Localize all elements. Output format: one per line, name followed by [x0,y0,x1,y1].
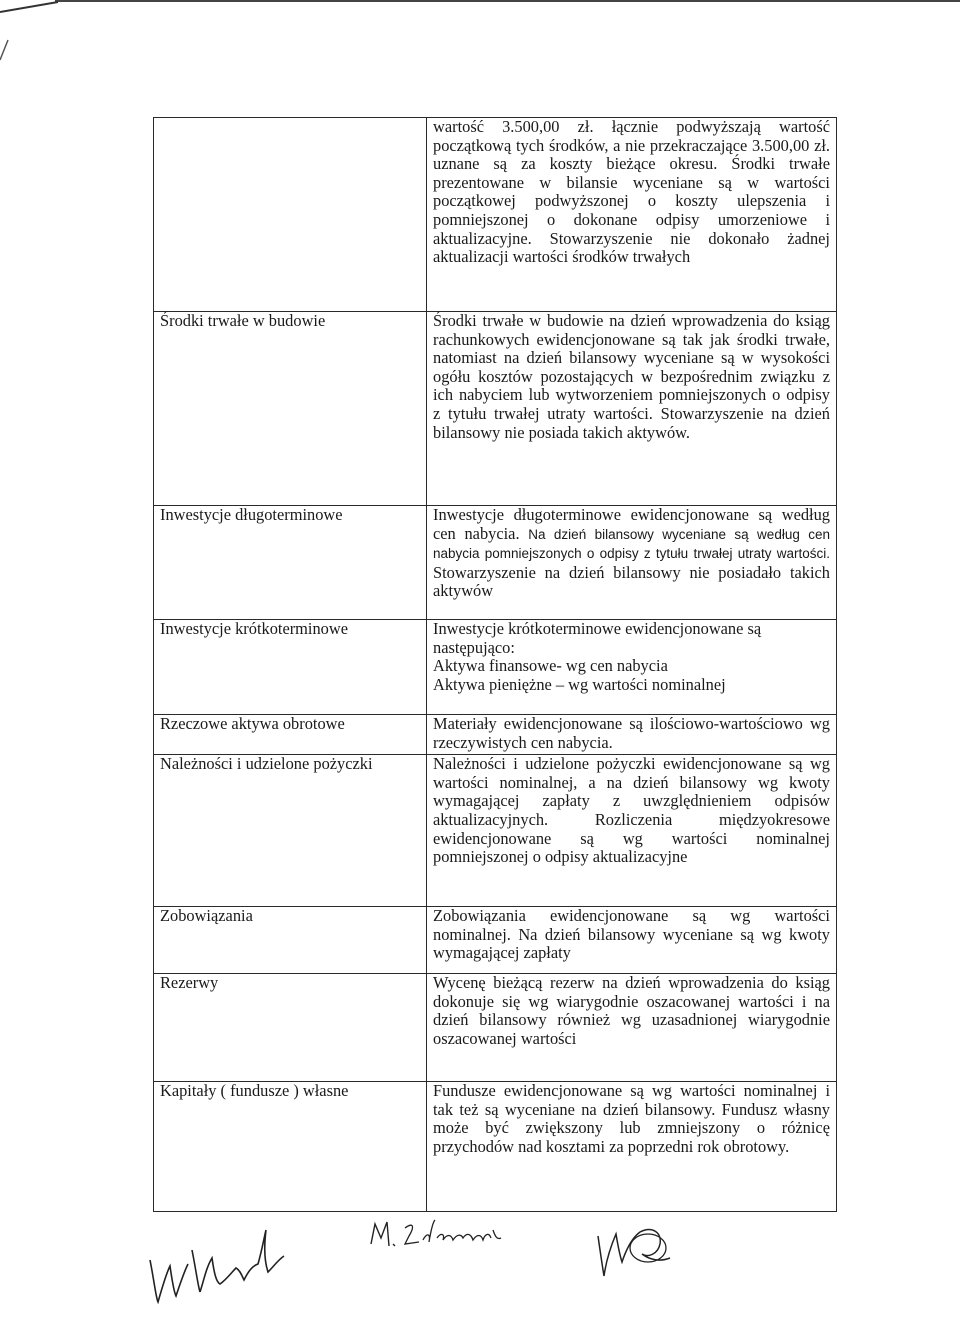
table-row [154,312,837,506]
row-label-empty [154,118,427,312]
row-label: Inwestycje krótkoterminowe [154,620,427,715]
scan-border-line [55,0,960,2]
desc-line: Inwestycje krótkoterminowe ewidencjonowane są następująco: [433,619,762,657]
row-description: Zobowiązania ewidencjonowane są wg wartości nominalnej. Na dzień bilansowy wyceniane są wg kwoty wymagającej zapłaty [427,907,837,974]
row-description: Fundusze ewidencjonowane są wg wartości nominalnej i tak też są wyceniane na dzień bilansowy. Fundusz własny może być zwiększony lub zmniejszony o różnicę przychodów nad kosztami za poprzedni rok obrotowy. [427,1082,837,1212]
table-row [154,974,837,1082]
table-row [154,1082,837,1212]
row-label: Należności i udzielone pożyczki [154,755,427,907]
row-label: Rezerwy [154,974,427,1082]
row-description [427,506,837,620]
row-description: wartość 3.500,00 zł. łącznie podwyższają wartość początkową tych środków, a nie przekraczające 3.500,00 zł. uznane są za koszty bieżące okresu. Środki trwałe prezentowane w bilansie wyceniane są w wartości początkowej podwyższonej o koszty ulepszenia i pomniejszonej o dokonane odpisy umorzeniowe i aktualizacyjne. Stowarzyszenie nie dokonało żadnej aktualizacji wartości środków trwałych [427,118,837,312]
table-row [154,755,837,907]
table-row [154,620,837,715]
table-row [154,118,837,312]
accounting-policy-table [153,117,837,1212]
table-row [154,506,837,620]
row-label: Kapitały ( fundusze ) własne [154,1082,427,1212]
row-description [427,620,837,715]
row-description: Materiały ewidencjonowane są ilościowo-wartościowo wg rzeczywistych cen nabycia. [427,715,837,755]
signature-right [590,1214,680,1284]
signature-middle [365,1212,515,1262]
desc-part-sans: Na dzień bilansowy wyceniane są według cen nabycia pomniejszonych o odpisy z tytułu trwałej utraty wartości. [433,526,830,562]
table-row [154,715,837,755]
desc-line: Aktywa finansowe- wg cen nabycia [433,656,668,676]
row-label: Środki trwałe w budowie [154,312,427,506]
desc-part: Stowarzyszenie na dzień bilansowy nie posiadało takich aktywów [433,562,830,601]
row-description: Wycenę bieżącą rezerw na dzień wprowadzenia do ksiąg dokonuje się wg wiarygodnie oszacowanej wartości i na dzień bilansowy również wg uzasadnionej wiarygodnie oszacowanej wartości [427,974,837,1082]
signature-area [0,1200,960,1320]
row-label: Zobowiązania [154,907,427,974]
desc-part: Inwestycje długoterminowe ewidencjonowane są według cen nabycia. [433,505,830,543]
row-label: Inwestycje długoterminowe [154,506,427,620]
row-description: Należności i udzielone pożyczki ewidencjonowane są wg wartości nominalnej, a na dzień bilansowy wg kwoty wymagającej zapłaty z uwzględnieniem odpisów aktualizacyjnych. Rozliczenia międzyokresowe ewidencjonowane są wg wartości nominalnej pomniejszonej o odpisy aktualizacyjne [427,755,837,907]
row-label: Rzeczowe aktywa obrotowe [154,715,427,755]
row-description: Środki trwałe w budowie na dzień wprowadzenia do ksiąg rachunkowych ewidencjonowane są tak jak środki trwałe, natomiast na dzień bilansowy wyceniane są w wysokości ogółu kosztów pozostających w bezpośrednim związku z ich nabyciem lub wytworzeniem pomniejszonych o odpisy z tytułu trwałej utraty wartości. Stowarzyszenie na dzień bilansowy nie posiada takich aktywów. [427,312,837,506]
desc-line: Aktywa pieniężne – wg wartości nominalnej [433,674,726,694]
signature-left [140,1210,310,1310]
table-row [154,907,837,974]
scan-edge-mark [0,0,62,80]
